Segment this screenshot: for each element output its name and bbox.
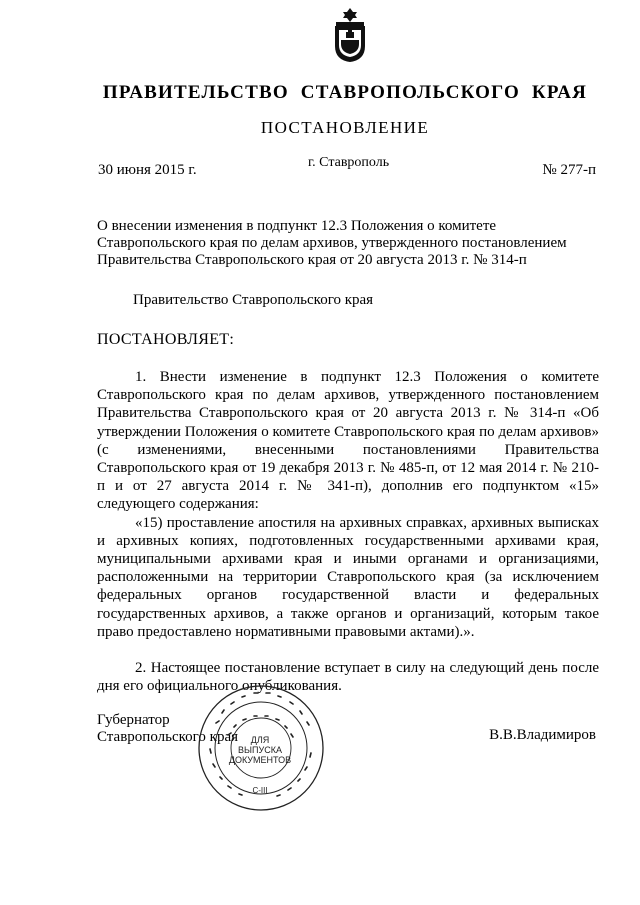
stamp-center-text [210,735,310,765]
signatory-name: В.В.Владимиров [489,727,596,743]
stamp-center-line-3: ДОКУМЕНТОВ [228,755,292,765]
document-date: 30 июня 2015 г. [98,162,197,178]
signatory-title-line-2: Ставропольского края [97,729,238,745]
document-body [97,368,599,695]
document-subject: О внесении изменения в подпункт 12.3 Положения о комитете Ставропольского края по делам архивов, утвержденного постановлением Правительства Ставропольского края от 20 августа 2013 г. № 314-п [97,218,567,268]
decree-word: ПОСТАНОВЛЯЕТ: [97,331,235,348]
stamp-center-line-2: ВЫПУСКА [238,745,282,755]
stamp-center-line-1: ДЛЯ [250,735,270,745]
stamp-code: С-III [252,786,268,795]
paragraph-1: 1. Внести изменение в подпункт 12.3 Положения о комитете Ставропольского края по делам архивов, утвержденного постановлением Правительства Ставропольского края от 20 августа 2013 г. № 314-п «Об утверждении Положения о комитете Ставропольского края по делам архивов» (с изменениями, внесенными постановлениями Правительства Ставропольского края от 19 декабря 2013 г. № 485-п, от 12 мая 2014 г. № 210-п и от 27 августа 2014 г. № 341-п), дополнив его подпунктом «15» следующего содержания: [97,369,599,513]
coat-of-arms-icon [331,6,369,64]
organization-title: ПРАВИТЕЛЬСТВО СТАВРОПОЛЬСКОГО КРАЯ [102,82,588,103]
signatory-title-line-1: Губернатор [97,712,170,728]
intro-line: Правительство Ставропольского края [133,292,374,308]
paragraph-2: 2. Настоящее постановление вступает в силу на следующий день после дня его официального опубликования. [97,660,599,695]
document-city: г. Ставрополь [308,155,390,170]
paragraph-quote: «15) проставление апостиля на архивных справках, архивных выписках и архивных копиях, подготовленных государственными архивами края, муниципальными архивами края и иными органами и организациями, расположенными на территории Ставропольского края (за исключением федеральных органов государственной власти и федеральных государственных архивов, а также органов и организаций, которым такое право предоставлено нормативными правовыми актами).». [97,514,599,640]
document-number: № 277-п [542,162,596,178]
document-type: ПОСТАНОВЛЕНИЕ [260,118,430,137]
